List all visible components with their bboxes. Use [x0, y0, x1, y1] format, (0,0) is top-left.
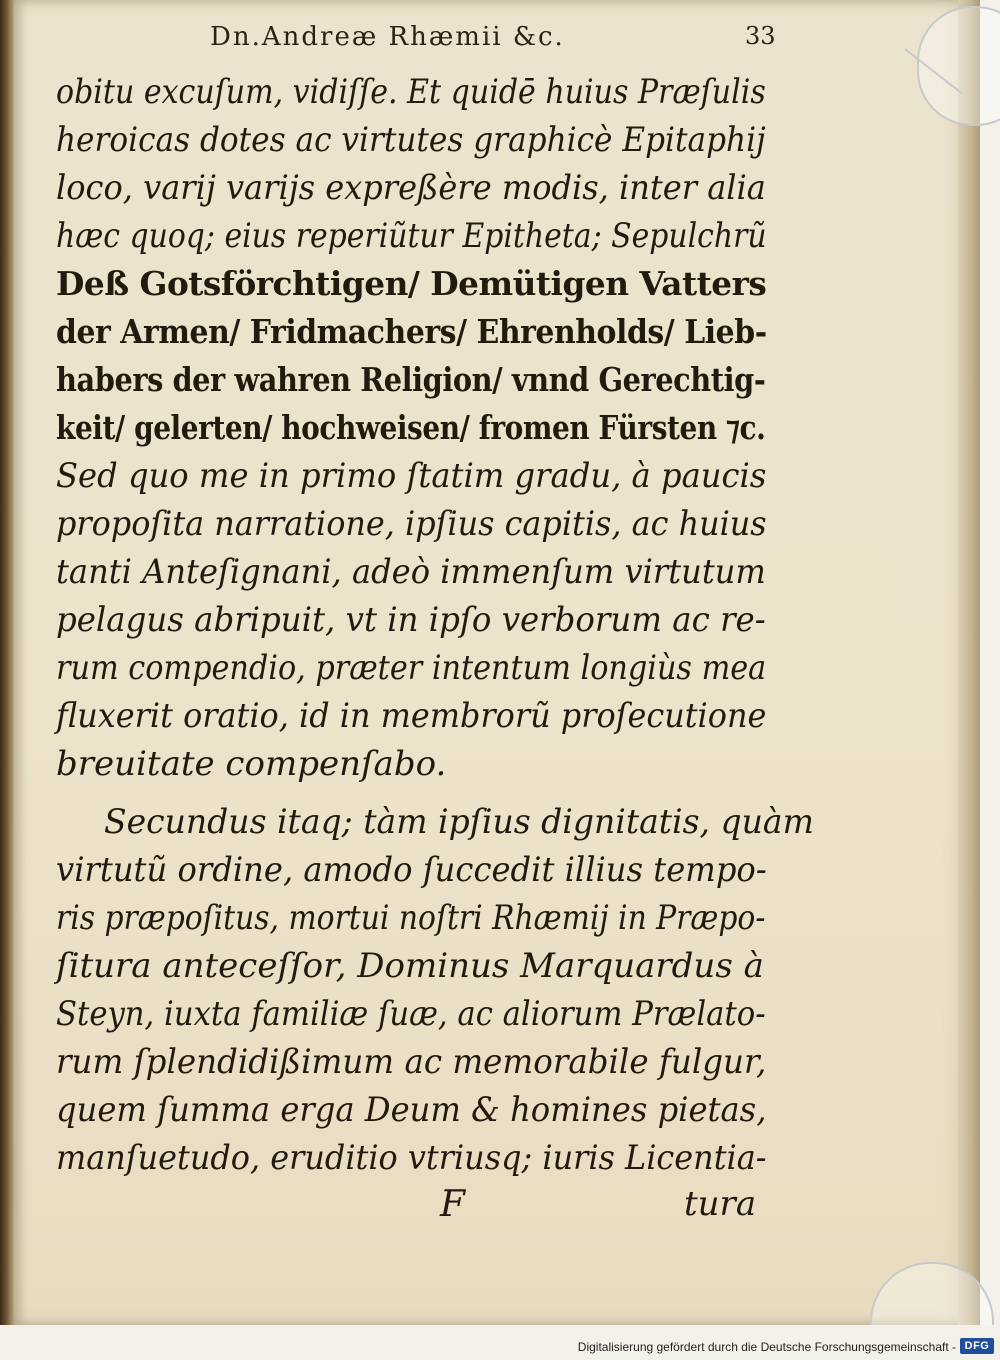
page-fore-edge: [958, 0, 980, 1325]
scan-background: [980, 0, 1000, 1325]
text-line-blackletter: habers der wahren Religion/ vnnd Gerechtig-: [56, 360, 766, 399]
text-line: obitu excuſum, vidiſſe. Et quidē huius Præſulis: [56, 72, 766, 112]
text-line: virtutũ ordine, amodo ſuccedit illius tempo-: [56, 850, 767, 890]
text-line: rum ſplendidißimum ac memorabile fulgur,: [56, 1042, 767, 1082]
text-line: fluxerit oratio, id in membrorũ proſecutione: [56, 696, 767, 736]
text-line: breuitate compenſabo.: [56, 744, 447, 784]
text-line: hæc quoq; eius reperiũtur Epitheta; Sepulchrũ: [56, 216, 767, 256]
text-line: tanti Anteſignani, adeò immenſum virtutum: [56, 552, 766, 592]
text-line: Sed quo me in primo ſtatim gradu, à paucis: [56, 456, 767, 496]
funding-credit: Digitalisierung gefördert durch die Deutsche Forschungsgemeinschaft -: [577, 1340, 956, 1354]
text-line: Steyn, iuxta familiæ ſuæ, ac aliorum Prælato-: [56, 994, 766, 1034]
text-line: propoſita narratione, ipſius capitis, ac huius: [56, 504, 767, 544]
book-spine-edge: [0, 0, 14, 1360]
text-line: rum compendio, præter intentum longiùs mea: [56, 648, 767, 688]
text-line-blackletter: Deß Gotsförchtigen/ Demütigen Vatters: [56, 264, 767, 303]
text-line: loco, varij varijs expreßère modis, inter alia: [56, 168, 766, 208]
page-number: 33: [745, 22, 776, 50]
paragraph-first-line: Secundus itaq; tàm ipſius dignitatis, quàm: [104, 802, 814, 842]
text-line: quem ſumma erga Deum & homines pietas,: [56, 1090, 767, 1130]
running-title: Dn.Andreæ Rhæmii &c.: [210, 22, 565, 52]
signature-mark: F: [440, 1184, 465, 1225]
text-line: heroicas dotes ac virtutes graphicè Epitaphij: [56, 120, 766, 160]
catchword: tura: [684, 1184, 757, 1224]
text-line: manſuetudo, eruditio vtriusq; iuris Licentia-: [56, 1138, 767, 1178]
text-line: ris præpoſitus, mortui noſtri Rhæmij in Præpo-: [56, 898, 766, 938]
text-line: ſitura anteceſſor, Dominus Marquardus à: [56, 946, 764, 986]
text-line-blackletter: keit/ gelerten/ hochweisen/ fromen Fürsten ⁊c.: [56, 408, 766, 447]
text-line-blackletter: der Armen/ Fridmachers/ Ehrenholds/ Lieb-: [56, 312, 767, 351]
text-line: pelagus abripuit, vt in ipſo verborum ac re-: [56, 600, 766, 640]
dfg-logo-icon: DFG: [960, 1338, 994, 1354]
